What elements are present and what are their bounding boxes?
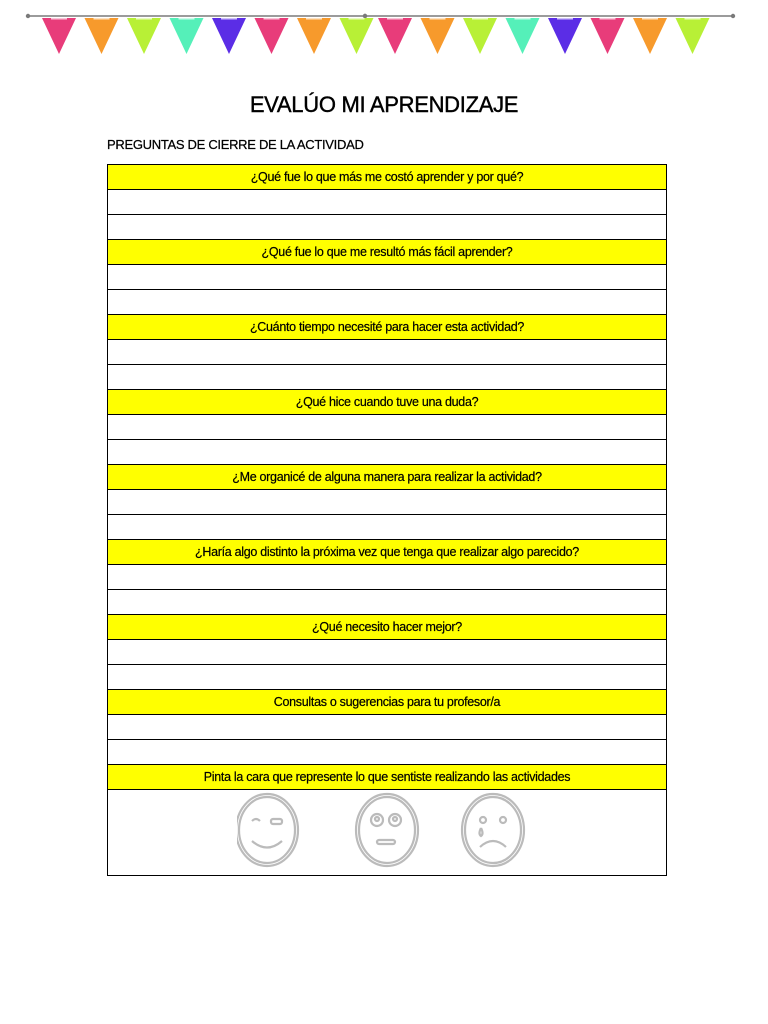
question-row [108, 390, 667, 415]
answer-row [108, 490, 667, 515]
banner-flag-band [387, 18, 403, 20]
page-title: EVALÚO MI APRENDIZAJE [249, 92, 519, 117]
answer-row [108, 440, 667, 465]
banner-flag-band [685, 18, 701, 20]
banner-flag [85, 18, 119, 54]
bunting-banner [0, 0, 768, 70]
answer-line[interactable] [108, 215, 667, 240]
question-label: ¿Qué fue lo que me resultó más fácil aprender? [108, 240, 667, 265]
question-row [108, 240, 667, 265]
answer-row [108, 215, 667, 240]
banner-flag [633, 18, 667, 54]
banner-flag [297, 18, 331, 54]
question-label: Consultas o sugerencias para tu profesor/a [108, 690, 667, 715]
answer-row [108, 740, 667, 765]
banner-flag-band [51, 18, 67, 20]
answer-row [108, 515, 667, 540]
banner-flag [212, 18, 246, 54]
banner-string [26, 14, 735, 18]
answer-row [108, 290, 667, 315]
question-row [108, 690, 667, 715]
answer-line[interactable] [108, 640, 667, 665]
banner-flag [255, 18, 289, 54]
answer-row [108, 665, 667, 690]
banner-flag [421, 18, 455, 54]
answer-row [108, 365, 667, 390]
question-row [108, 165, 667, 190]
banner-flag [463, 18, 497, 54]
answer-row [108, 715, 667, 740]
banner-flag-band [515, 18, 531, 20]
sad-crying-face-icon[interactable] [462, 794, 524, 866]
banner-flag-band [349, 18, 365, 20]
banner-flag [591, 18, 625, 54]
banner-flag [676, 18, 710, 54]
banner-flag-band [600, 18, 616, 20]
amazed-face-icon[interactable] [356, 794, 418, 866]
banner-flag-band [221, 18, 237, 20]
answer-line[interactable] [108, 490, 667, 515]
answer-row [108, 565, 667, 590]
question-row [108, 315, 667, 340]
answer-line[interactable] [108, 290, 667, 315]
banner-flag [340, 18, 374, 54]
question-label: ¿Qué fue lo que más me costó aprender y por qué? [108, 165, 667, 190]
answer-row [108, 265, 667, 290]
banner-flag-band [430, 18, 446, 20]
answer-row [108, 190, 667, 215]
banner-flag [170, 18, 204, 54]
answer-line[interactable] [108, 590, 667, 615]
banner-flag-band [642, 18, 658, 20]
answer-line[interactable] [108, 265, 667, 290]
question-label: ¿Haría algo distinto la próxima vez que tenga que realizar algo parecido? [108, 540, 667, 565]
question-label: ¿Qué hice cuando tuve una duda? [108, 390, 667, 415]
answer-row [108, 340, 667, 365]
question-row [108, 540, 667, 565]
banner-flag-band [306, 18, 322, 20]
answer-row [108, 590, 667, 615]
question-label: ¿Cuánto tiempo necesité para hacer esta actividad? [108, 315, 667, 340]
question-row [108, 615, 667, 640]
banner-flag [548, 18, 582, 54]
question-row [108, 465, 667, 490]
answer-line[interactable] [108, 365, 667, 390]
banner-flag-band [264, 18, 280, 20]
happy-wink-face-icon[interactable] [237, 794, 298, 866]
banner-flags [42, 18, 710, 54]
banner-nail [363, 14, 367, 18]
banner-nail [731, 14, 735, 18]
answer-line[interactable] [108, 440, 667, 465]
banner-flag [127, 18, 161, 54]
faces-cell [108, 790, 667, 876]
faces-prompt-row [108, 765, 667, 790]
answer-line[interactable] [108, 665, 667, 690]
banner-flag-band [472, 18, 488, 20]
answer-line[interactable] [108, 565, 667, 590]
faces-row [108, 790, 667, 876]
banner-flag [506, 18, 540, 54]
banner-flag-band [557, 18, 573, 20]
answer-line[interactable] [108, 415, 667, 440]
banner-flag [42, 18, 76, 54]
banner-flag-band [179, 18, 195, 20]
answer-line[interactable] [108, 740, 667, 765]
answer-row [108, 415, 667, 440]
answer-line[interactable] [108, 515, 667, 540]
banner-nail [26, 14, 30, 18]
questions-table [107, 164, 667, 876]
answer-line[interactable] [108, 715, 667, 740]
answer-line[interactable] [108, 190, 667, 215]
question-label: ¿Qué necesito hacer mejor? [108, 615, 667, 640]
banner-flag-band [94, 18, 110, 20]
faces-prompt-label: Pinta la cara que represente lo que sentiste realizando las actividades [108, 765, 667, 790]
answer-row [108, 640, 667, 665]
section-subtitle: PREGUNTAS DE CIERRE DE LA ACTIVIDAD [107, 137, 364, 152]
faces-group [237, 790, 537, 872]
banner-flag-band [136, 18, 152, 20]
answer-line[interactable] [108, 340, 667, 365]
question-label: ¿Me organicé de alguna manera para realizar la actividad? [108, 465, 667, 490]
banner-flag [378, 18, 412, 54]
